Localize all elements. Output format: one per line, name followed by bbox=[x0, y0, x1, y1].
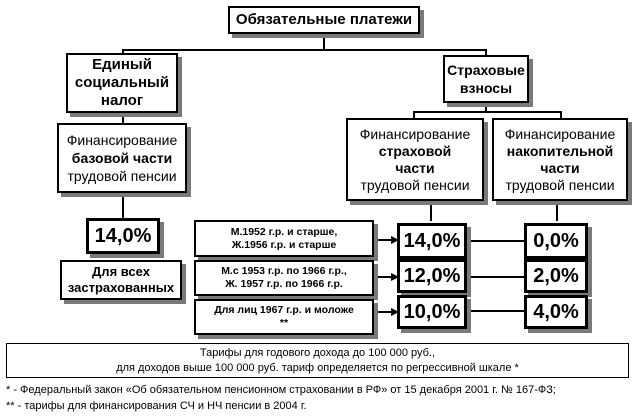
all-insured-box bbox=[60, 260, 182, 300]
insurance-line-1: Страховые bbox=[447, 62, 525, 78]
fin-funded-line-3: части bbox=[540, 159, 580, 176]
funded-rate-2: 2,0% bbox=[533, 264, 579, 287]
insurance-line-2: взносы bbox=[459, 80, 513, 96]
fin-funded-line-2: накопительной bbox=[506, 142, 614, 159]
footnote-2: ** - тарифы для финансирования СЧ и НЧ пенсии в 2004 г. bbox=[6, 400, 307, 412]
group-3-box bbox=[194, 299, 374, 335]
fin-insurance-line-4: трудовой пенсии bbox=[360, 176, 470, 193]
fin-base-line-1: Финансирование bbox=[66, 132, 178, 148]
fin-insurance-box bbox=[346, 118, 484, 201]
funded-rate-3-box bbox=[524, 295, 588, 329]
fin-funded-line-4: трудовой пенсии bbox=[505, 176, 615, 193]
tariff-note-box bbox=[6, 343, 629, 378]
group-1-line-2: Ж.1956 г.р. и старше bbox=[231, 238, 337, 251]
tariff-note-line-2: для доходов выше 100 000 руб. тариф определяется по регрессивной шкале * bbox=[116, 362, 519, 374]
group-2-box bbox=[194, 260, 374, 296]
fin-base-box bbox=[57, 123, 187, 193]
funded-rate-1-box bbox=[524, 223, 588, 259]
esn-line-1: Единый bbox=[92, 56, 152, 73]
footnote-1: * - Федеральный закон «Об обязательном пенсионном страховании в РФ» от 15 декабря 2001 г. № 167-ФЗ; bbox=[6, 384, 556, 396]
all-insured-line-1: Для всех bbox=[92, 264, 150, 279]
fin-insurance-line-2: страховой bbox=[378, 142, 452, 159]
group-3-line-2: ** bbox=[279, 317, 289, 329]
all-insured-line-2: застрахованных bbox=[67, 280, 175, 295]
group-1-box bbox=[194, 220, 374, 257]
fin-insurance-line-3: части bbox=[395, 159, 435, 176]
base-rate-box bbox=[86, 218, 160, 254]
group-2-line-1: М.с 1953 г.р. по 1966 г.р., bbox=[221, 265, 347, 277]
insurance-rate-2: 12,0% bbox=[403, 264, 461, 287]
esn-line-2: социальный bbox=[74, 74, 170, 91]
title-box bbox=[228, 6, 420, 34]
group-3-line-1: Для лиц 1967 г.р. и моложе bbox=[214, 304, 354, 316]
esn-line-3: налог bbox=[100, 92, 144, 109]
fin-funded-line-1: Финансирование bbox=[504, 125, 616, 142]
group-1-line-1: М.1952 г.р. и старше, bbox=[230, 225, 338, 238]
insurance-box bbox=[443, 55, 529, 103]
fin-insurance-line-1: Финансирование bbox=[359, 125, 471, 142]
base-rate-value: 14,0% bbox=[94, 224, 152, 247]
funded-rate-1: 0,0% bbox=[533, 229, 579, 252]
insurance-rate-3: 10,0% bbox=[403, 300, 461, 323]
funded-rate-2-box bbox=[524, 259, 588, 293]
fin-funded-box bbox=[492, 118, 628, 201]
page-title: Обязательные платежи bbox=[235, 11, 413, 28]
insurance-rate-3-box bbox=[397, 295, 467, 329]
funded-rate-3: 4,0% bbox=[533, 300, 579, 323]
insurance-rate-2-box bbox=[397, 259, 467, 293]
tariff-note-line-1: Тарифы для годового дохода до 100 000 руб., bbox=[199, 347, 436, 359]
group-2-line-2: Ж. 1957 г.р. по 1966 г.р. bbox=[225, 278, 343, 290]
esn-box bbox=[66, 53, 178, 113]
insurance-rate-1-box bbox=[397, 223, 467, 259]
fin-base-line-2: базовой части bbox=[71, 150, 173, 166]
fin-base-line-3: трудовой пенсии bbox=[67, 168, 177, 184]
insurance-rate-1: 14,0% bbox=[403, 229, 461, 252]
